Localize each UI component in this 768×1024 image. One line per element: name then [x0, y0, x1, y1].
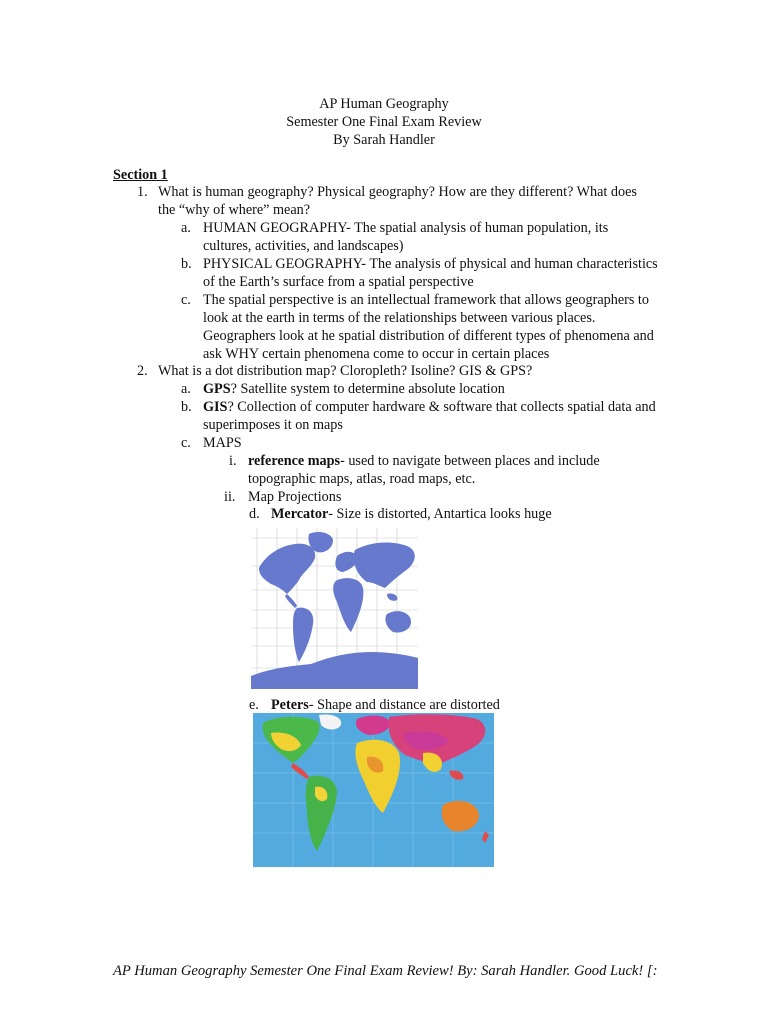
- q1a-line-2: cultures, activities, and landscapes): [203, 238, 404, 254]
- q2i-marker: i.: [229, 453, 237, 469]
- q2c-text: MAPS: [203, 435, 242, 451]
- q2e-term: Peters: [271, 697, 309, 713]
- q2b-rest: ? Collection of computer hardware & software that collects spatial data and: [227, 399, 656, 415]
- q1a-marker: a.: [181, 220, 191, 236]
- q2-number: 2.: [137, 363, 148, 379]
- q2d-term: Mercator: [271, 506, 329, 522]
- q2i-line-2: topographic maps, atlas, road maps, etc.: [248, 471, 476, 487]
- q2ii-text: Map Projections: [248, 489, 342, 505]
- q2-line-1: What is a dot distribution map? Cloropleth? Isoline? GIS & GPS?: [158, 363, 533, 379]
- q2e-rest: - Shape and distance are distorted: [308, 697, 500, 713]
- q1c-line-3: Geographers look at he spatial distribution of different types of phenomena and: [203, 328, 654, 344]
- doc-author: By Sarah Handler: [333, 132, 435, 148]
- page-footer: AP Human Geography Semester One Final Exam Review! By: Sarah Handler. Good Luck! [:: [113, 963, 658, 979]
- q1b-marker: b.: [181, 256, 192, 272]
- doc-title: AP Human Geography: [319, 96, 449, 112]
- q2e-text: [271, 696, 500, 714]
- q1-number: 1.: [137, 184, 148, 200]
- q1-line-1: What is human geography? Physical geography? How are they different? What does: [158, 184, 637, 200]
- q2d-rest: - Size is distorted, Antartica looks huge: [328, 506, 552, 522]
- q1b-line-2: of the Earth’s surface from a spatial perspective: [203, 274, 474, 290]
- q1-line-2: the “why of where” mean?: [158, 202, 311, 218]
- q2ii-marker: ii.: [224, 489, 236, 505]
- q2b-marker: b.: [181, 399, 192, 415]
- mercator-map-image: [251, 528, 418, 689]
- q1c-line-2: look at the earth in terms of the relationships between various places.: [203, 310, 596, 326]
- q1c-marker: c.: [181, 292, 191, 308]
- q2e-marker: e.: [249, 697, 259, 713]
- q2a-text: [203, 380, 505, 398]
- q2b-text: [203, 398, 656, 416]
- q2a-term: GPS: [203, 381, 231, 397]
- q2a-marker: a.: [181, 381, 191, 397]
- q2b-line-2: superimposes it on maps: [203, 417, 343, 433]
- q2c-marker: c.: [181, 435, 191, 451]
- q2i-rest: - used to navigate between places and include: [340, 453, 600, 469]
- q1c-line-4: ask WHY certain phenomena come to occur in certain places: [203, 346, 550, 362]
- q1b-line-1: PHYSICAL GEOGRAPHY- The analysis of physical and human characteristics: [203, 256, 658, 272]
- doc-subtitle: Semester One Final Exam Review: [286, 114, 482, 130]
- peters-map-image: [253, 713, 494, 867]
- q2i-text: [248, 452, 600, 470]
- q2a-rest: ? Satellite system to determine absolute location: [230, 381, 505, 397]
- q2d-marker: d.: [249, 506, 260, 522]
- q1c-line-1: The spatial perspective is an intellectual framework that allows geographers to: [203, 292, 649, 308]
- q1a-line-1: HUMAN GEOGRAPHY- The spatial analysis of human population, its: [203, 220, 609, 236]
- q2d-text: [271, 505, 552, 523]
- section-heading: Section 1: [113, 167, 168, 183]
- q2i-term: reference maps: [248, 453, 341, 469]
- q2b-term: GIS: [203, 399, 228, 415]
